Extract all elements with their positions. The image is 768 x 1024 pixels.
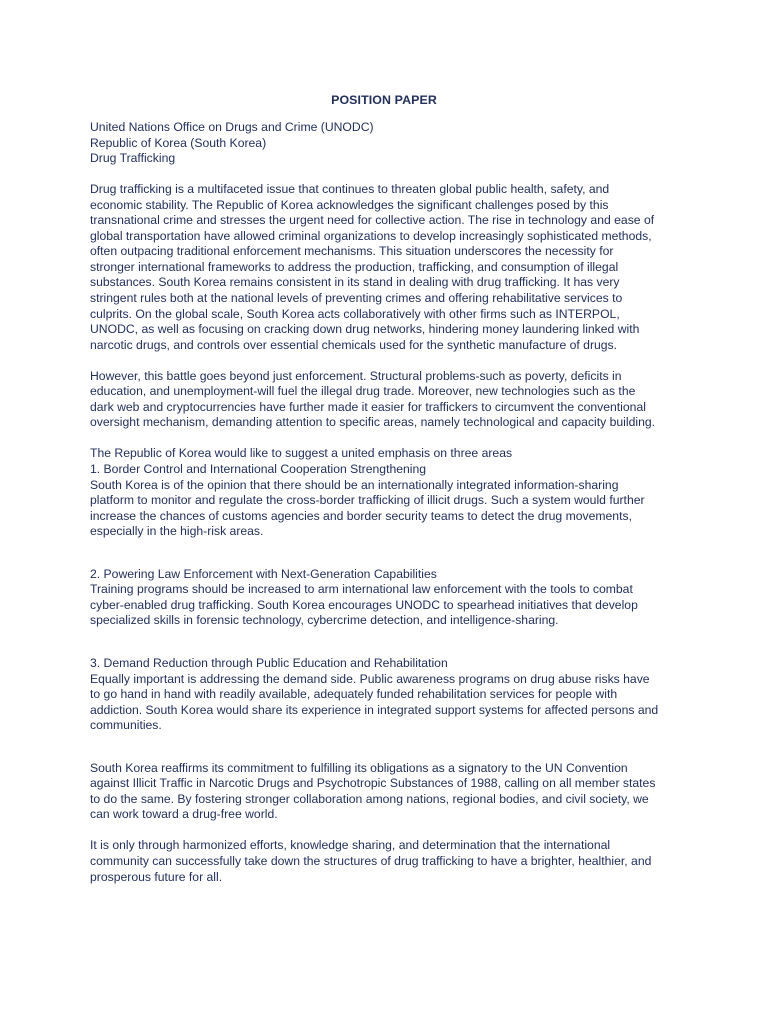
document-body: [90, 120, 690, 885]
paragraph-line: Equally important is addressing the demand side. Public awareness programs on drug abuse risks have: [90, 671, 650, 686]
header-line: Republic of Korea (South Korea): [90, 135, 267, 150]
paragraph-line: transnational crime and stresses the urgent need for collective action. The rise in technology and ease of: [90, 213, 655, 228]
paragraph-line: communities.: [90, 718, 162, 733]
paragraph-line: However, this battle goes beyond just enforcement. Structural problems-such as poverty, deficits in: [90, 368, 622, 383]
section-heading: 2. Powering Law Enforcement with Next-Generation Capabilities: [90, 566, 437, 581]
paragraph-line: South Korea reaffirms its commitment to fulfilling its obligations as a signatory to the UN Convention: [90, 760, 628, 775]
paragraph-line: especially in the high-risk areas.: [90, 524, 264, 539]
paragraph-line: global transportation have allowed criminal organizations to develop increasingly sophisticated methods,: [90, 228, 652, 243]
paragraph-line: culprits. On the global scale, South Korea acts collaboratively with other firms such as INTERPOL,: [90, 306, 620, 321]
paragraph-border-control: [90, 446, 690, 539]
paragraph-line: Drug trafficking is a multifaceted issue that continues to threaten global public health, safety, and: [90, 182, 610, 197]
paragraph-line: stronger international frameworks to address the production, trafficking, and consumption of illegal: [90, 259, 619, 274]
header-block: [90, 120, 690, 167]
paragraph-line: often outpacing traditional enforcement mechanisms. This situation underscores the necessity for: [90, 244, 614, 259]
paragraph-line: South Korea is of the opinion that there should be an internationally integrated information-sharing: [90, 477, 619, 492]
paragraph-line: against Illicit Traffic in Narcotic Drugs and Psychotropic Substances of 1988, calling on all member states: [90, 776, 656, 791]
paragraph-line: Training programs should be increased to arm international law enforcement with the tools to combat: [90, 582, 633, 597]
paragraph-line: oversight mechanism, demanding attention to specific areas, namely technological and capacity building.: [90, 415, 656, 430]
section-heading: 1. Border Control and International Cooperation Strengthening: [90, 462, 427, 477]
paragraph-conclusion: [90, 838, 690, 885]
paragraph-structural-problems: [90, 369, 690, 431]
paragraph-line: narcotic drugs, and controls over essential chemicals used for the synthetic manufacture of drugs.: [90, 337, 618, 352]
paragraph-line: stringent rules both at the national levels of preventing crimes and offering rehabilitative services to: [90, 291, 623, 306]
paragraph-line: cyber-enabled drug trafficking. South Korea encourages UNODC to spearhead initiatives that develop: [90, 597, 638, 612]
paragraph-commitment: [90, 761, 690, 823]
paragraph-line: can work toward a drug-free world.: [90, 807, 278, 822]
header-line: United Nations Office on Drugs and Crime (UNODC): [90, 120, 374, 134]
paragraph-line: addiction. South Korea would share its experience in integrated support systems for affected persons and: [90, 702, 659, 717]
header-line: Drug Trafficking: [90, 151, 176, 166]
paragraph-law-enforcement: [90, 567, 690, 629]
paragraph-line: specialized skills in forensic technology, cybercrime detection, and intelligence-sharing.: [90, 613, 559, 628]
paragraph-intro: [90, 182, 690, 353]
paragraph-line: The Republic of Korea would like to suggest a united emphasis on three areas: [90, 446, 513, 461]
paragraph-line: increase the chances of customs agencies and border security teams to detect the drug movements,: [90, 508, 632, 523]
paragraph-line: to go hand in hand with readily available, adequately funded rehabilitation services for people with: [90, 687, 618, 702]
paragraph-line: substances. South Korea remains consistent in its stand in dealing with drug trafficking. It has very: [90, 275, 620, 290]
paragraph-line: It is only through harmonized efforts, knowledge sharing, and determination that the international: [90, 838, 611, 853]
paragraph-line: UNODC, as well as focusing on cracking down drug networks, hindering money laundering linked with: [90, 322, 640, 337]
paragraph-line: to do the same. By fostering stronger collaboration among nations, regional bodies, and civil society, we: [90, 791, 649, 806]
paragraph-line: platform to monitor and regulate the cross-border trafficking of illicit drugs. Such a system would further: [90, 493, 645, 508]
paragraph-demand-reduction: [90, 656, 690, 734]
paragraph-line: prosperous future for all.: [90, 869, 223, 884]
paragraph-line: economic stability. The Republic of Korea acknowledges the significant challenges posed by this: [90, 197, 609, 212]
paragraph-line: dark web and cryptocurrencies have further made it easier for traffickers to circumvent the conventional: [90, 399, 646, 414]
page-title: POSITION PAPER: [331, 93, 437, 107]
paragraph-line: education, and unemployment-will fuel the illegal drug trade. Moreover, new technologies such as the: [90, 384, 636, 399]
section-heading: 3. Demand Reduction through Public Education and Rehabilitation: [90, 655, 448, 670]
paragraph-line: community can successfully take down the structures of drug trafficking to have a brighter, healthier, and: [90, 853, 652, 868]
